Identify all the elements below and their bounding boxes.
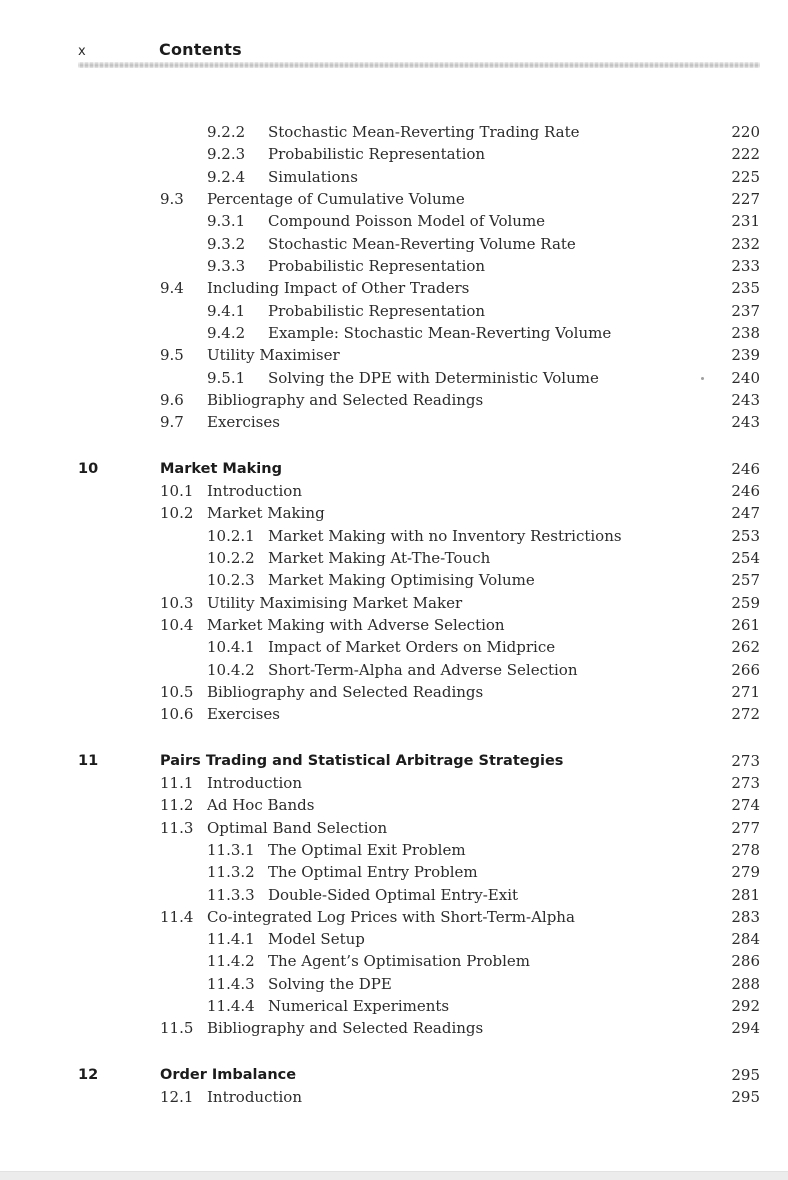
toc-entry-title: Order Imbalance [160, 1066, 297, 1083]
toc-entry-title: Including Impact of Other Traders [207, 279, 470, 298]
toc-entry-title: Stochastic Mean-Reverting Volume Rate [268, 234, 576, 253]
toc-entry-page: 294 [731, 1019, 760, 1038]
toc-entry-number: 10.4.1 [207, 638, 255, 657]
toc-entry-page: 262 [731, 638, 760, 657]
toc-entry-number: 11.4 [160, 907, 194, 926]
toc-entry-title: Simulations [268, 167, 358, 186]
toc-entry-title: Double-Sided Optimal Entry-Exit [268, 885, 519, 904]
toc-entry-number: 11.5 [160, 1019, 194, 1038]
toc-entry-title: Numerical Experiments [268, 997, 450, 1016]
toc-entry-row [78, 389, 760, 411]
toc-entry-title: Introduction [207, 1088, 302, 1107]
toc-entry-title: Stochastic Mean-Reverting Trading Rate [268, 123, 580, 141]
toc-entry-number: 9.3 [160, 189, 184, 208]
toc-entry-number: 9.3.1 [207, 212, 246, 231]
toc-entry-number: 9.2.4 [207, 167, 246, 186]
toc-entry-number: 11.4.2 [207, 952, 255, 971]
toc-entry-page: 247 [731, 504, 760, 523]
toc-entry-number: 9.4 [160, 279, 184, 298]
toc-entry-title: Introduction [207, 773, 302, 792]
toc-entry-number: 10.2 [160, 504, 194, 523]
toc-entry-row [78, 210, 760, 232]
toc-entry-number: 9.5 [160, 346, 184, 365]
toc-entry-row [78, 794, 760, 816]
toc-entry-number: 10.4 [160, 615, 194, 634]
toc-entry-page: 231 [731, 212, 760, 231]
toc-entry-number: 10.4.2 [207, 660, 255, 679]
toc-entry-row [78, 143, 760, 165]
toc-entry-title: Ad Hoc Bands [207, 796, 315, 815]
toc-entry-title: Introduction [207, 481, 302, 500]
toc-entry-row [78, 950, 760, 972]
toc-entry-page: 237 [731, 301, 760, 320]
toc-entry-title: The Agent’s Optimisation Problem [268, 952, 531, 971]
toc-entry-page: 222 [731, 145, 760, 164]
toc-entry-page: 259 [731, 593, 760, 612]
toc-entry-page: 227 [731, 189, 760, 208]
toc-entry-row [78, 502, 760, 524]
toc-entry-row [78, 344, 760, 366]
toc-entry-row [78, 817, 760, 839]
toc-entry-row [78, 928, 760, 950]
toc-chapter-row [78, 1064, 760, 1086]
toc-entry-page: 279 [731, 863, 760, 882]
toc-entry-row [78, 233, 760, 255]
toc-entry-row [78, 1017, 760, 1039]
toc-entry-title: Example: Stochastic Mean-Reverting Volume [268, 323, 612, 342]
toc-entry-row [78, 636, 760, 658]
toc-entry-page: 286 [731, 952, 760, 971]
toc-entry-number: 9.2.3 [207, 145, 246, 164]
page-bottom-edge [0, 1171, 788, 1180]
toc-entry-row [78, 1086, 760, 1108]
toc-entry-number: 10 [78, 460, 99, 477]
toc-entry-number: 11 [78, 752, 99, 769]
toc-entry-page: 272 [731, 705, 760, 724]
toc-entry-row [78, 255, 760, 277]
toc-entry-page: 246 [731, 481, 760, 500]
toc-entry-number: 9.5.1 [207, 368, 246, 387]
toc-entry-number: 10.5 [160, 682, 194, 701]
toc-entry-number: 9.7 [160, 413, 184, 432]
toc-entry-page: 220 [731, 123, 760, 141]
scan-speck [701, 377, 704, 380]
toc-entry-page: 277 [731, 818, 760, 837]
toc-entry-page: 273 [731, 751, 760, 770]
toc-entry-title: Utility Maximising Market Maker [207, 593, 463, 612]
toc-entry-row [78, 411, 760, 433]
toc-entry-number: 11.4.3 [207, 974, 255, 993]
toc-entry-title: Exercises [207, 413, 280, 432]
toc-entry-title: Percentage of Cumulative Volume [207, 189, 465, 208]
toc-entry-title: Market Making [207, 504, 325, 523]
toc-entry-row [78, 569, 760, 591]
toc-entry-number: 9.6 [160, 390, 184, 409]
toc-entry-number: 11.1 [160, 773, 194, 792]
toc-entry-title: Probabilistic Representation [268, 256, 486, 275]
toc-entry-number: 9.3.2 [207, 234, 246, 253]
toc-entry-row [78, 166, 760, 188]
toc-entry-number: 10.1 [160, 481, 194, 500]
toc-entry-title: Solving the DPE [268, 974, 392, 993]
toc-entry-number: 10.2.2 [207, 548, 255, 567]
toc-entry-page: 246 [731, 459, 760, 478]
toc-entry-row [78, 681, 760, 703]
toc-entry-page: 261 [731, 615, 760, 634]
toc-entry-number: 9.4.2 [207, 323, 246, 342]
toc-entry-row [78, 973, 760, 995]
toc-entry-row [78, 614, 760, 636]
toc-entry-page: 235 [731, 279, 760, 298]
toc-entry-title: The Optimal Exit Problem [268, 840, 466, 859]
toc-entry-row [78, 367, 760, 389]
toc-entry-page: 266 [731, 660, 760, 679]
toc-entry-number: 11.4.1 [207, 930, 255, 949]
toc-entry-page: 288 [731, 974, 760, 993]
toc-entry-title: Bibliography and Selected Readings [207, 390, 484, 409]
toc-entry-title: Solving the DPE with Deterministic Volume [268, 368, 599, 387]
toc-entry-number: 12 [78, 1066, 99, 1083]
toc-entry-row [78, 906, 760, 928]
toc-entry-row [78, 121, 760, 143]
toc-entry-page: 257 [731, 571, 760, 590]
toc-entry-number: 11.3 [160, 818, 194, 837]
toc-entry-row [78, 703, 760, 725]
toc-entry-page: 243 [731, 390, 760, 409]
toc-chapter-row [78, 458, 760, 480]
toc-entry-row [78, 277, 760, 299]
toc-entry-title: Co-integrated Log Prices with Short-Term-Alpha [207, 907, 575, 926]
toc-entry-number: 9.2.2 [207, 123, 246, 141]
toc-entry-title: Short-Term-Alpha and Adverse Selection [268, 660, 578, 679]
toc-entry-number: 9.4.1 [207, 301, 246, 320]
page-folio: x [78, 44, 86, 59]
toc-entry-row [78, 839, 760, 861]
toc-entry-title: Bibliography and Selected Readings [207, 682, 484, 701]
toc-entry-number: 10.2.3 [207, 571, 255, 590]
toc-entry-number: 11.4.4 [207, 997, 255, 1016]
toc-entry-number: 12.1 [160, 1088, 194, 1107]
toc-entry-page: 284 [731, 930, 760, 949]
toc-entry-row [78, 861, 760, 883]
toc-entry-page: 225 [731, 167, 760, 186]
toc-entry-page: 278 [731, 840, 760, 859]
toc-entry-number: 11.2 [160, 796, 194, 815]
toc-entry-title: Market Making with Adverse Selection [207, 615, 505, 634]
toc-entry-page: 240 [731, 368, 760, 387]
toc-entry-row [78, 525, 760, 547]
toc-entry-page: 295 [731, 1088, 760, 1107]
toc-entry-title: Pairs Trading and Statistical Arbitrage Strategies [160, 752, 564, 769]
toc-entry-title: Probabilistic Representation [268, 301, 486, 320]
toc-entry-title: Market Making with no Inventory Restrictions [268, 526, 622, 545]
toc-entry-page: 281 [731, 885, 760, 904]
toc-entry-page: 253 [731, 526, 760, 545]
toc-entry-title: Bibliography and Selected Readings [207, 1019, 484, 1038]
header-rule [78, 62, 760, 68]
toc-entry-number: 9.3.3 [207, 256, 246, 275]
contents-title: Contents [159, 40, 242, 59]
toc-entry-number: 10.2.1 [207, 526, 255, 545]
toc-entry-title: Optimal Band Selection [207, 818, 388, 837]
toc-entry-page: 274 [731, 796, 760, 815]
toc-entry-title: Probabilistic Representation [268, 145, 486, 164]
toc-entry-row [78, 659, 760, 681]
toc-entry-page: 233 [731, 256, 760, 275]
toc-entry-page: 232 [731, 234, 760, 253]
toc-entry-row [78, 547, 760, 569]
toc-entry-title: Market Making At-The-Touch [268, 548, 491, 567]
toc-entry-title: Market Making Optimising Volume [268, 571, 535, 590]
toc-entry-page: 238 [731, 323, 760, 342]
toc-entry-page: 254 [731, 548, 760, 567]
toc-entry-number: 11.3.2 [207, 863, 255, 882]
toc-entry-page: 239 [731, 346, 760, 365]
toc-entry-title: Utility Maximiser [207, 346, 340, 365]
toc-entry-title: Compound Poisson Model of Volume [268, 212, 546, 231]
toc-entry-page: 243 [731, 413, 760, 432]
toc-entry-page: 273 [731, 773, 760, 792]
toc-entry-page: 271 [731, 682, 760, 701]
toc-entry-number: 10.3 [160, 593, 194, 612]
toc-entry-title: Impact of Market Orders on Midprice [268, 638, 556, 657]
toc-entry-row [78, 480, 760, 502]
toc-entry-title: The Optimal Entry Problem [268, 863, 478, 882]
toc-entry-number: 10.6 [160, 705, 194, 724]
toc-entry-title: Exercises [207, 705, 280, 724]
toc-entry-row [78, 300, 760, 322]
toc-entry-number: 11.3.1 [207, 840, 255, 859]
toc-entry-row [78, 995, 760, 1017]
toc-chapter-row [78, 750, 760, 772]
toc-list [78, 121, 760, 1108]
toc-entry-row [78, 188, 760, 210]
toc-entry-page: 295 [731, 1065, 760, 1084]
toc-entry-row [78, 772, 760, 794]
toc-entry-row [78, 884, 760, 906]
toc-entry-page: 292 [731, 997, 760, 1016]
toc-entry-title: Market Making [160, 460, 282, 477]
toc-entry-title: Model Setup [268, 930, 365, 949]
toc-entry-row [78, 322, 760, 344]
toc-entry-page: 283 [731, 907, 760, 926]
toc-entry-row [78, 592, 760, 614]
toc-entry-number: 11.3.3 [207, 885, 255, 904]
